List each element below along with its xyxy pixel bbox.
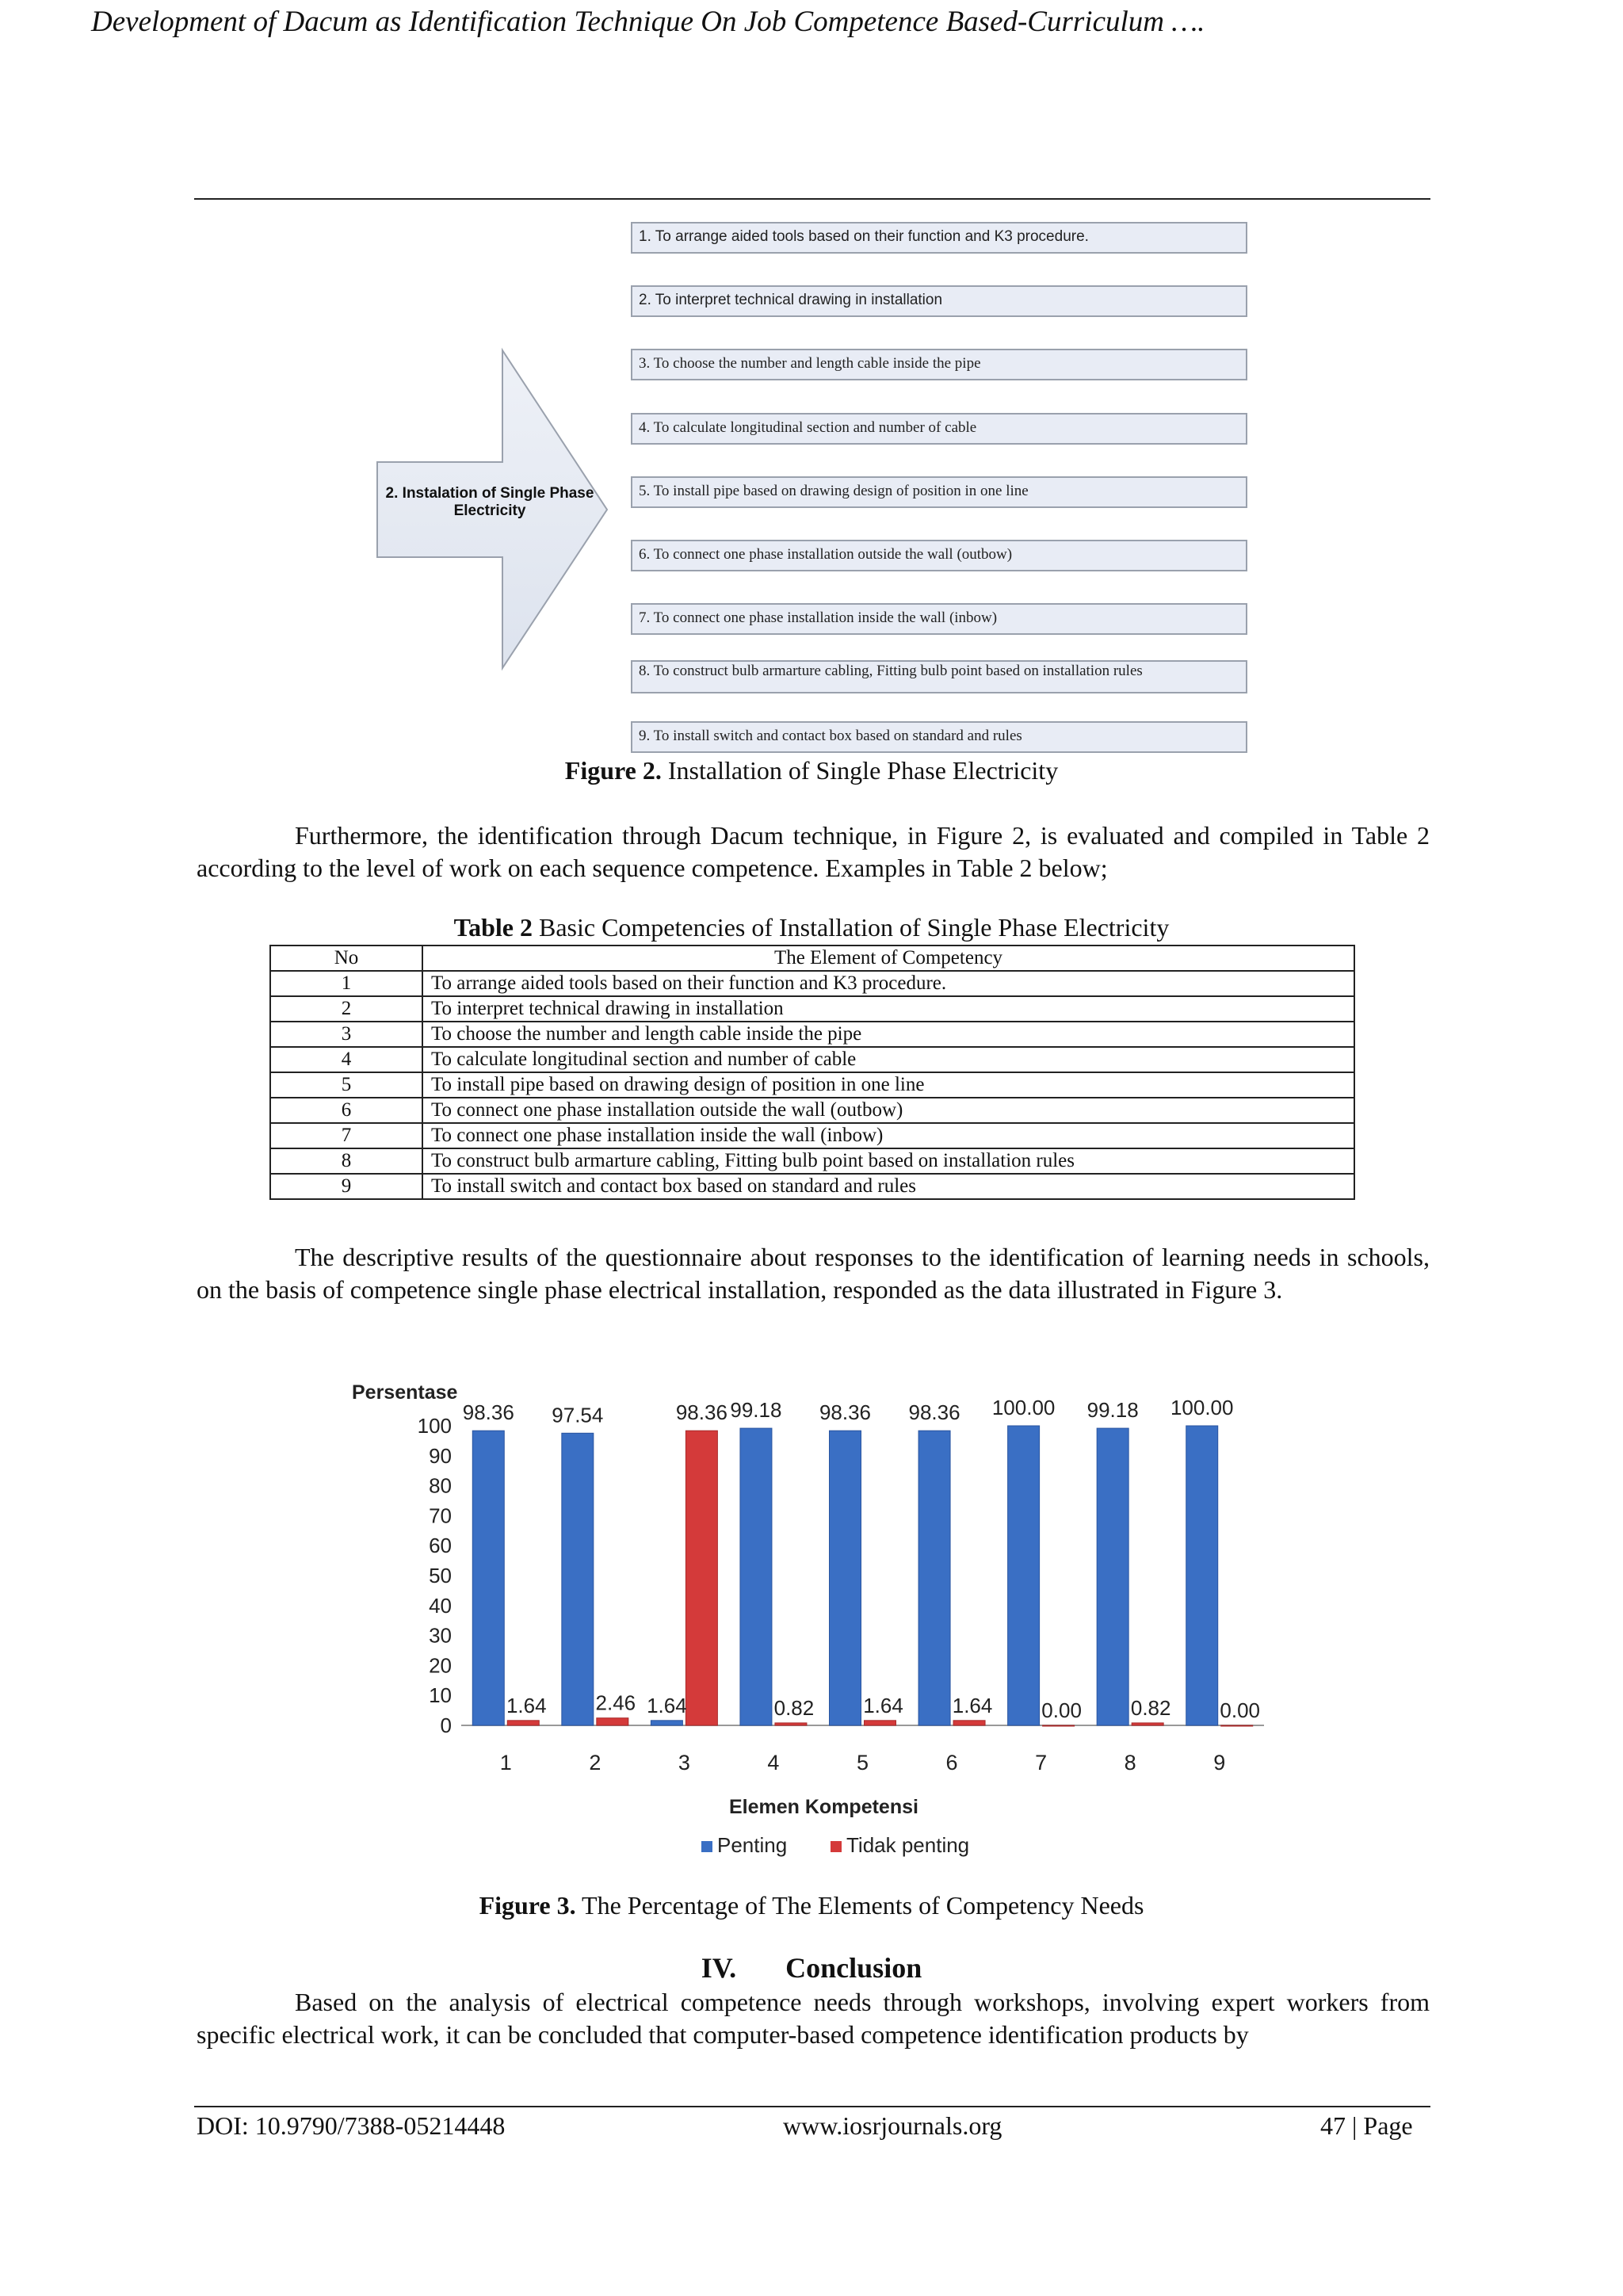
footer-site: www.iosrjournals.org: [783, 2111, 1002, 2140]
paragraph-1: [197, 819, 1430, 884]
bar-penting: [651, 1721, 682, 1725]
table-row: [270, 1047, 1354, 1072]
competency-box-4: 4. To calculate longitudinal section and number of cable: [631, 413, 1247, 445]
footer-rule: [194, 2106, 1430, 2107]
bar-tidak-penting: [1221, 1725, 1253, 1726]
bar-penting: [1097, 1428, 1128, 1725]
section-heading: [0, 1951, 1623, 1985]
y-tick-label: 10: [429, 1683, 452, 1708]
y-tick-label: 60: [429, 1534, 452, 1558]
table-row: [270, 971, 1354, 996]
data-label-tidak-penting: 1.64: [952, 1693, 993, 1717]
table-row: [270, 1022, 1354, 1047]
bar-penting: [472, 1431, 504, 1725]
y-axis-title: Persentase: [352, 1381, 458, 1404]
table-cell-element: To interpret technical drawing in installation: [422, 996, 1354, 1022]
table-row: [270, 1123, 1354, 1148]
y-tick-label: 70: [429, 1503, 452, 1528]
x-tick-label: 6: [945, 1751, 958, 1775]
table-row: [270, 1098, 1354, 1123]
bar-penting: [740, 1428, 772, 1725]
legend-label-penting: Penting: [717, 1833, 788, 1857]
figure3-caption: [0, 1891, 1623, 1920]
competency-box-3: 3. To choose the number and length cable inside the pipe: [631, 349, 1247, 380]
legend-swatch-penting: [701, 1841, 712, 1852]
running-title: Development of Dacum as Identification Technique On Job Competence Based-Curriculum ….: [91, 6, 1205, 38]
competency-box-1: 1. To arrange aided tools based on their function and K3 procedure.: [631, 222, 1247, 254]
table-cell-element: To choose the number and length cable inside the pipe: [422, 1022, 1354, 1047]
bar-penting: [562, 1433, 594, 1725]
figure2-caption: [0, 756, 1623, 785]
table-header-row: [270, 946, 1354, 971]
paragraph-3: [197, 1986, 1430, 2051]
figure2-caption-text: Installation of Single Phase Electricity: [667, 756, 1059, 785]
y-tick-label: 80: [429, 1473, 452, 1498]
data-label-penting: 98.36: [462, 1400, 514, 1425]
table-row: [270, 1072, 1354, 1098]
data-label-tidak-penting: 0.82: [773, 1695, 815, 1720]
x-tick-label: 4: [767, 1751, 780, 1775]
data-label-penting: 98.36: [819, 1400, 872, 1425]
table-header-element: The Element of Competency: [422, 946, 1354, 971]
paragraph-2: [197, 1241, 1430, 1306]
paragraph-2-text: The descriptive results of the questionnaire about responses to the identification of learning needs in schools, on the basis of competence single phase electrical installation, responded as the data illustrated in Figure 3.: [197, 1243, 1430, 1304]
data-label-penting: 98.36: [908, 1400, 960, 1425]
competency-box-6: 6. To connect one phase installation outside the wall (outbow): [631, 540, 1247, 571]
x-tick-label: 7: [1035, 1751, 1048, 1775]
y-tick-label: 20: [429, 1653, 452, 1678]
table2-caption: [0, 913, 1623, 942]
y-tick-label: 30: [429, 1623, 452, 1648]
bar-penting: [1008, 1426, 1040, 1725]
competency-box-8: 8. To construct bulb armarture cabling, Fitting bulb point based on installation rules: [631, 660, 1247, 693]
table-header-no: No: [270, 946, 422, 971]
paragraph-1-text: Furthermore, the identification through Dacum technique, in Figure 2, is evaluated and compiled in Table 2 according to the level of work on each sequence competence. Examples in Table 2 below;: [197, 821, 1430, 882]
data-label-tidak-penting: 0.00: [1220, 1698, 1261, 1722]
competency-box-2: 2. To interpret technical drawing in installation: [631, 285, 1247, 317]
data-label-penting: 100.00: [991, 1396, 1056, 1419]
bar-tidak-penting: [1132, 1723, 1163, 1725]
bar-tidak-penting: [953, 1721, 985, 1725]
table-cell-element: To install pipe based on drawing design of position in one line: [422, 1072, 1354, 1098]
x-tick-label: 2: [589, 1751, 601, 1775]
data-label-penting: 97.54: [552, 1403, 604, 1427]
footer-doi: DOI: 10.9790/7388-05214448: [197, 2111, 506, 2140]
table-cell-no: 1: [270, 971, 422, 996]
x-tick-label: 8: [1124, 1751, 1136, 1775]
y-tick-label: 40: [429, 1593, 452, 1618]
x-tick-label: 3: [678, 1751, 690, 1775]
table-cell-no: 8: [270, 1148, 422, 1174]
paragraph-3-text: Based on the analysis of electrical competence needs through workshops, involving expert workers from specific electrical work, it can be concluded that computer-based competence identification products by: [197, 1988, 1430, 2049]
data-label-penting: 99.18: [1086, 1398, 1139, 1423]
data-label-penting: 99.18: [730, 1398, 782, 1423]
table-cell-element: To arrange aided tools based on their function and K3 procedure.: [422, 971, 1354, 996]
arrow-label: 2. Instalation of Single Phase Electricity: [385, 485, 594, 519]
table-row: [270, 1148, 1354, 1174]
x-axis-title: Elemen Kompetensi: [729, 1796, 918, 1818]
competency-box-9: 9. To install switch and contact box based on standard and rules: [631, 721, 1247, 753]
table-cell-element: To calculate longitudinal section and number of cable: [422, 1047, 1354, 1072]
bar-tidak-penting: [507, 1721, 539, 1725]
figure3-caption-text: The Percentage of The Elements of Competency Needs: [582, 1891, 1144, 1920]
bar-tidak-penting: [775, 1723, 807, 1725]
table-cell-no: 5: [270, 1072, 422, 1098]
table2-caption-text: Basic Competencies of Installation of Single Phase Electricity: [538, 913, 1170, 942]
table2-caption-label: Table 2: [453, 913, 533, 942]
table-cell-element: To connect one phase installation inside the wall (inbow): [422, 1123, 1354, 1148]
table-cell-element: To construct bulb armarture cabling, Fitting bulb point based on installation rules: [422, 1148, 1354, 1174]
bar-tidak-penting: [865, 1721, 896, 1725]
table-cell-no: 7: [270, 1123, 422, 1148]
bar-tidak-penting: [1043, 1725, 1075, 1726]
x-tick-label: 1: [499, 1751, 512, 1775]
page-header: [194, 151, 1430, 200]
figure3-caption-label: Figure 3.: [479, 1891, 576, 1920]
competency-box-7: 7. To connect one phase installation inside the wall (inbow): [631, 603, 1247, 635]
footer-page: 47 | Page: [1320, 2111, 1413, 2140]
x-tick-label: 9: [1213, 1751, 1226, 1775]
legend-label-tidak-penting: Tidak penting: [846, 1833, 970, 1857]
competency-table: [269, 945, 1355, 1200]
y-tick-label: 100: [417, 1414, 452, 1438]
data-label-tidak-penting: 98.36: [675, 1400, 727, 1425]
x-tick-label: 5: [856, 1751, 869, 1775]
table-cell-no: 2: [270, 996, 422, 1022]
figure2-caption-label: Figure 2.: [564, 756, 662, 785]
table-cell-no: 6: [270, 1098, 422, 1123]
table-cell-element: To connect one phase installation outside the wall (outbow): [422, 1098, 1354, 1123]
data-label-penting: 1.64: [647, 1693, 687, 1717]
table-cell-no: 9: [270, 1174, 422, 1199]
y-tick-label: 50: [429, 1564, 452, 1587]
data-label-tidak-penting: 1.64: [863, 1693, 903, 1717]
competency-needs-chart: [341, 1375, 1292, 1866]
competency-box-5: 5. To install pipe based on drawing design of position in one line: [631, 476, 1247, 508]
bar-penting: [830, 1431, 861, 1725]
data-label-tidak-penting: 1.64: [506, 1693, 547, 1717]
bar-tidak-penting: [597, 1718, 628, 1725]
legend-swatch-tidak-penting: [831, 1841, 842, 1852]
data-label-penting: 100.00: [1170, 1396, 1234, 1419]
bar-penting: [1186, 1426, 1218, 1725]
y-tick-label: 90: [429, 1443, 452, 1468]
section-number: IV.: [701, 1952, 737, 1984]
section-title: Conclusion: [785, 1952, 922, 1984]
data-label-tidak-penting: 2.46: [595, 1690, 636, 1715]
bar-penting: [918, 1431, 950, 1725]
bar-tidak-penting: [685, 1431, 717, 1725]
table-row: [270, 996, 1354, 1022]
table-cell-element: To install switch and contact box based on standard and rules: [422, 1174, 1354, 1199]
table-row: [270, 1174, 1354, 1199]
data-label-tidak-penting: 0.00: [1041, 1698, 1082, 1722]
data-label-tidak-penting: 0.82: [1130, 1695, 1171, 1720]
y-tick-label: 0: [440, 1713, 452, 1737]
table-cell-no: 4: [270, 1047, 422, 1072]
table-cell-no: 3: [270, 1022, 422, 1047]
